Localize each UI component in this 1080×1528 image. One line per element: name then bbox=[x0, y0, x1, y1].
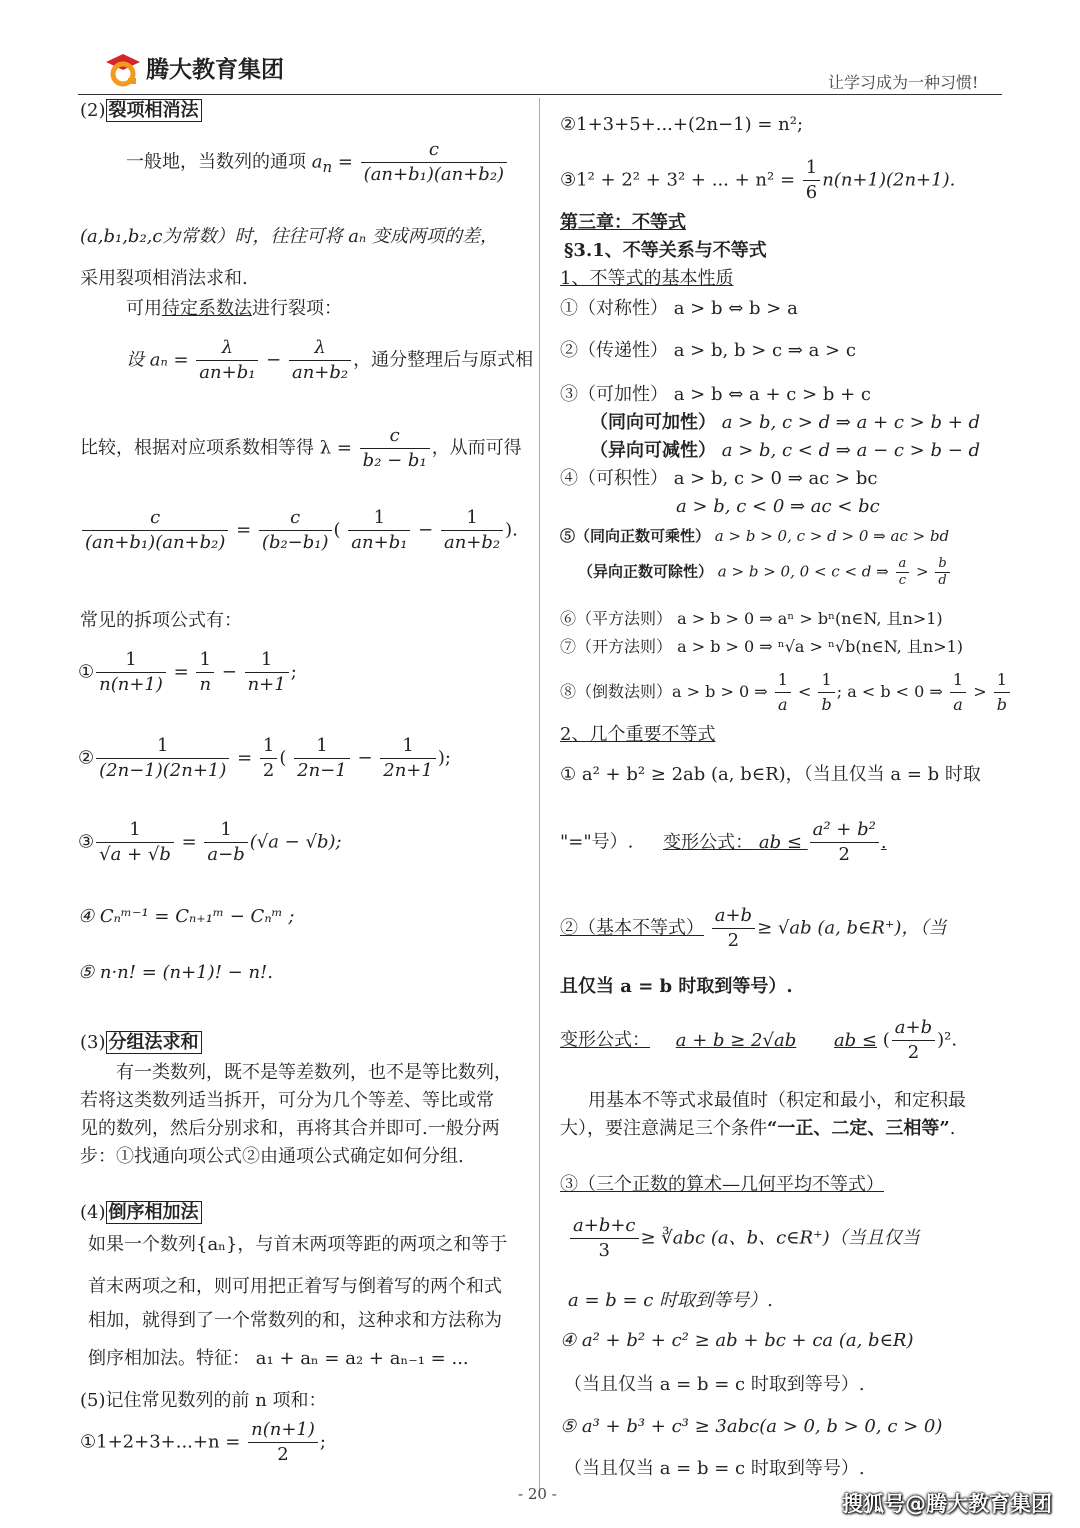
inequality-1: ① a² + b² ≥ 2ab (a, b∈R)，（当且仅当 a = b 时取 bbox=[560, 764, 981, 785]
property-8: ⑧（倒数法则）a > b > 0 ⇒ $\frac{1}{a}$ < $\frac{1}{b}$ ; a < b < 0 ⇒ $\frac{1}{a}$ > $\frac{1}{b}$ bbox=[560, 668, 1012, 717]
sum-formula-2: ②1+3+5+...+(2n−1) = n²; bbox=[560, 114, 804, 135]
property-4: ④（可积性） a > b, c > 0 ⇒ ac > bc bbox=[560, 468, 878, 489]
brand-logo-icon bbox=[104, 50, 142, 88]
property-1: ①（对称性） a > b ⇔ b > a bbox=[560, 298, 798, 319]
brand-name: 腾大教育集团 bbox=[146, 57, 284, 83]
paragraph: 相加，就得到了一个常数列的和，这种求和方法称为 bbox=[88, 1310, 502, 1331]
paragraph: 若将这类数列适当拆开，可分为几个等差、等比或常 bbox=[80, 1090, 494, 1111]
slogan: 让学习成为一种习惯! bbox=[828, 73, 979, 92]
paragraph: (a,b₁,b₂,c为常数）时，往往可将 aₙ 变成两项的差， bbox=[80, 226, 498, 247]
inequality-3-cont: a = b = c 时取到等号）. bbox=[568, 1290, 773, 1311]
column-divider bbox=[539, 98, 540, 1493]
inequality-1-cont: "="号）. 变形公式： ab ≤ $\frac{\text{a² + b²}}{2}$ . bbox=[560, 819, 887, 865]
paragraph: 见的数列，然后分别求和，再将其合并即可.一般分两 bbox=[80, 1118, 500, 1139]
formula-3: ③ $\frac{1}{√a + √b}$ = $\frac{1}{a-b}$ (√a − √b); bbox=[78, 819, 342, 865]
paragraph: 采用裂项相消法求和. bbox=[80, 268, 248, 289]
coefficient-line: 比较，根据对应项系数相等得 λ = $\frac{c}{\text{b₂ − b₁}}$ ，从而可得 bbox=[80, 425, 522, 471]
paragraph: 有一类数列，既不是等差数列，也不是等比数列， bbox=[116, 1062, 512, 1083]
inequality-2-cont: 且仅当 a = b 时取到等号）. bbox=[560, 976, 793, 997]
sum-formula-3: ③1² + 2² + 3² + ... + n² = $\frac{1}{6}$ n(n+1)(2n+1). bbox=[560, 157, 956, 203]
inequality-2-variant: 变形公式： a + b ≥ 2√ab ab ≤ ( $\frac{a+b}{2}$ )². bbox=[560, 1017, 958, 1063]
inequality-3: $\frac{a+b+c}{3}$ ≥ ∛abc (a、b、c∈R⁺)（当且仅当 bbox=[568, 1214, 920, 1263]
formula-2: ② $\frac{1}{(2n-1)(2n+1)}$ = $\frac{1}{2}$ ( $\frac{1}{2n-1}$ − $\frac{1}{2n+1}$ ); bbox=[78, 735, 451, 781]
section-3-heading: (3) 分组法求和 bbox=[80, 1030, 202, 1056]
decomposition-line: 设 aₙ = $\frac{\lambda}{\text{an+b₁}}$ − $\frac{\lambda}{\text{an+b₂}}$ ，通分整理后与原式相 bbox=[126, 337, 534, 383]
chapter-title: 第三章：不等式 bbox=[560, 212, 686, 233]
property-3b: （异向可减性） a > b, c < d ⇒ a − c > b − d bbox=[590, 440, 981, 461]
property-3: ③（可加性） a > b ⇔ a + c > b + c bbox=[560, 384, 872, 405]
property-7: ⑦（开方法则） a > b > 0 ⇒ ⁿ√a > ⁿ√b(n∈N, 且n>1) bbox=[560, 637, 964, 656]
section-2-heading bbox=[80, 98, 202, 124]
paragraph: 首末两项之和，则可用把正着写与倒着写的两个和式 bbox=[88, 1276, 502, 1297]
result-equation: $\frac{c}{\text{(an+b₁)(an+b₂)}}$ = $\frac{c}{\text{(b₂−b₁)}}$ ( $\frac{1}{\text{an+b₁}}$ − $\frac{1}{\text{an+b₂}}$ ). bbox=[80, 506, 518, 555]
general-term-line: 一般地，当数列的通项 $a_n$ = $\frac{c}{\text{(an+b₁)(an+b₂)}}$ bbox=[126, 138, 509, 187]
paragraph: (5)记住常见数列的前 n 项和： bbox=[80, 1390, 327, 1411]
fraction: $\frac{c}{\text{(an+b₁)(an+b₂)}}$ bbox=[361, 138, 507, 187]
section-number: (2) bbox=[80, 100, 106, 121]
section-title: 裂项相消法 bbox=[106, 99, 202, 122]
property-3a: （同向可加性） a > b, c > d ⇒ a + c > b + d bbox=[590, 412, 981, 433]
section-title: §3.1、不等关系与不等式 bbox=[564, 240, 767, 261]
inequality-2: ②（基本不等式） $\frac{a+b}{2}$ ≥ √ab (a, b∈R⁺)，（当 bbox=[560, 905, 947, 951]
subsection-title: 2、几个重要不等式 bbox=[560, 724, 716, 745]
term-symbol: a bbox=[311, 151, 323, 173]
property-6: ⑥（平方法则） a > b > 0 ⇒ aⁿ > bⁿ(n∈N, 且n>1) bbox=[560, 609, 943, 628]
text: 一般地，当数列的通项 bbox=[126, 151, 306, 173]
property-5: ⑤（同向正数可乘性） a > b > 0, c > d > 0 ⇒ ac > bd bbox=[560, 527, 950, 545]
header-rule bbox=[78, 94, 1002, 95]
section-4-heading: (4) 倒序相加法 bbox=[80, 1200, 202, 1226]
formula-4: ④ Cₙᵐ⁻¹ = Cₙ₊₁ᵐ − Cₙᵐ ; bbox=[78, 906, 295, 927]
paragraph: 可用待定系数法进行裂项： bbox=[126, 298, 342, 319]
watermark: 搜狐号@腾大教育集团 bbox=[842, 1492, 1052, 1516]
paragraph: 常见的拆项公式有： bbox=[80, 610, 242, 631]
sum-formula-1: ①1+2+3+...+n = $\frac{n(n+1)}{2}$ ; bbox=[80, 1419, 326, 1465]
inequality-4: ④ a² + b² + c² ≥ ab + bc + ca (a, b∈R) bbox=[560, 1330, 914, 1351]
paragraph: 倒序相加法。特征： a₁ + aₙ = a₂ + aₙ₋₁ = ... bbox=[88, 1348, 469, 1369]
paragraph: 步：①找通向项公式②由通项公式确定如何分组. bbox=[80, 1146, 464, 1167]
usage-note-cont: 大），要注意满足三个条件“一正、二定、三相等”. bbox=[560, 1118, 956, 1139]
formula-1: ① $\frac{1}{n(n+1)}$ = $\frac{1}{n}$ − $\frac{1}{n+1}$ ; bbox=[78, 649, 297, 695]
page-number: - 20 - bbox=[518, 1485, 557, 1503]
inequality-3-title: ③（三个正数的算术—几何平均不等式） bbox=[560, 1174, 884, 1195]
property-2: ②（传递性） a > b, b > c ⇒ a > c bbox=[560, 340, 856, 361]
subsection-title: 1、不等式的基本性质 bbox=[560, 268, 734, 289]
paragraph: 如果一个数列{aₙ}，与首末两项等距的两项之和等于 bbox=[88, 1234, 508, 1255]
usage-note: 用基本不等式求最值时（积定和最小，和定积最 bbox=[588, 1090, 966, 1111]
underlined-term: 待定系数法 bbox=[162, 298, 252, 319]
header bbox=[0, 0, 1080, 100]
inequality-5-cont: （当且仅当 a = b = c 时取到等号）. bbox=[564, 1458, 865, 1479]
formula-5: ⑤ n·n! = (n+1)! − n!. bbox=[78, 962, 274, 983]
property-5b: （异向正数可除性） a > b > 0, 0 < c < d ⇒ $\frac{a}{c}$ > $\frac{b}{d}$ bbox=[578, 556, 952, 589]
property-4b: a > b, c < 0 ⇒ ac < bc bbox=[676, 496, 880, 517]
inequality-4-cont: （当且仅当 a = b = c 时取到等号）. bbox=[564, 1374, 865, 1395]
inequality-5: ⑤ a³ + b³ + c³ ≥ 3abc(a > 0, b > 0, c > 0) bbox=[560, 1416, 943, 1437]
